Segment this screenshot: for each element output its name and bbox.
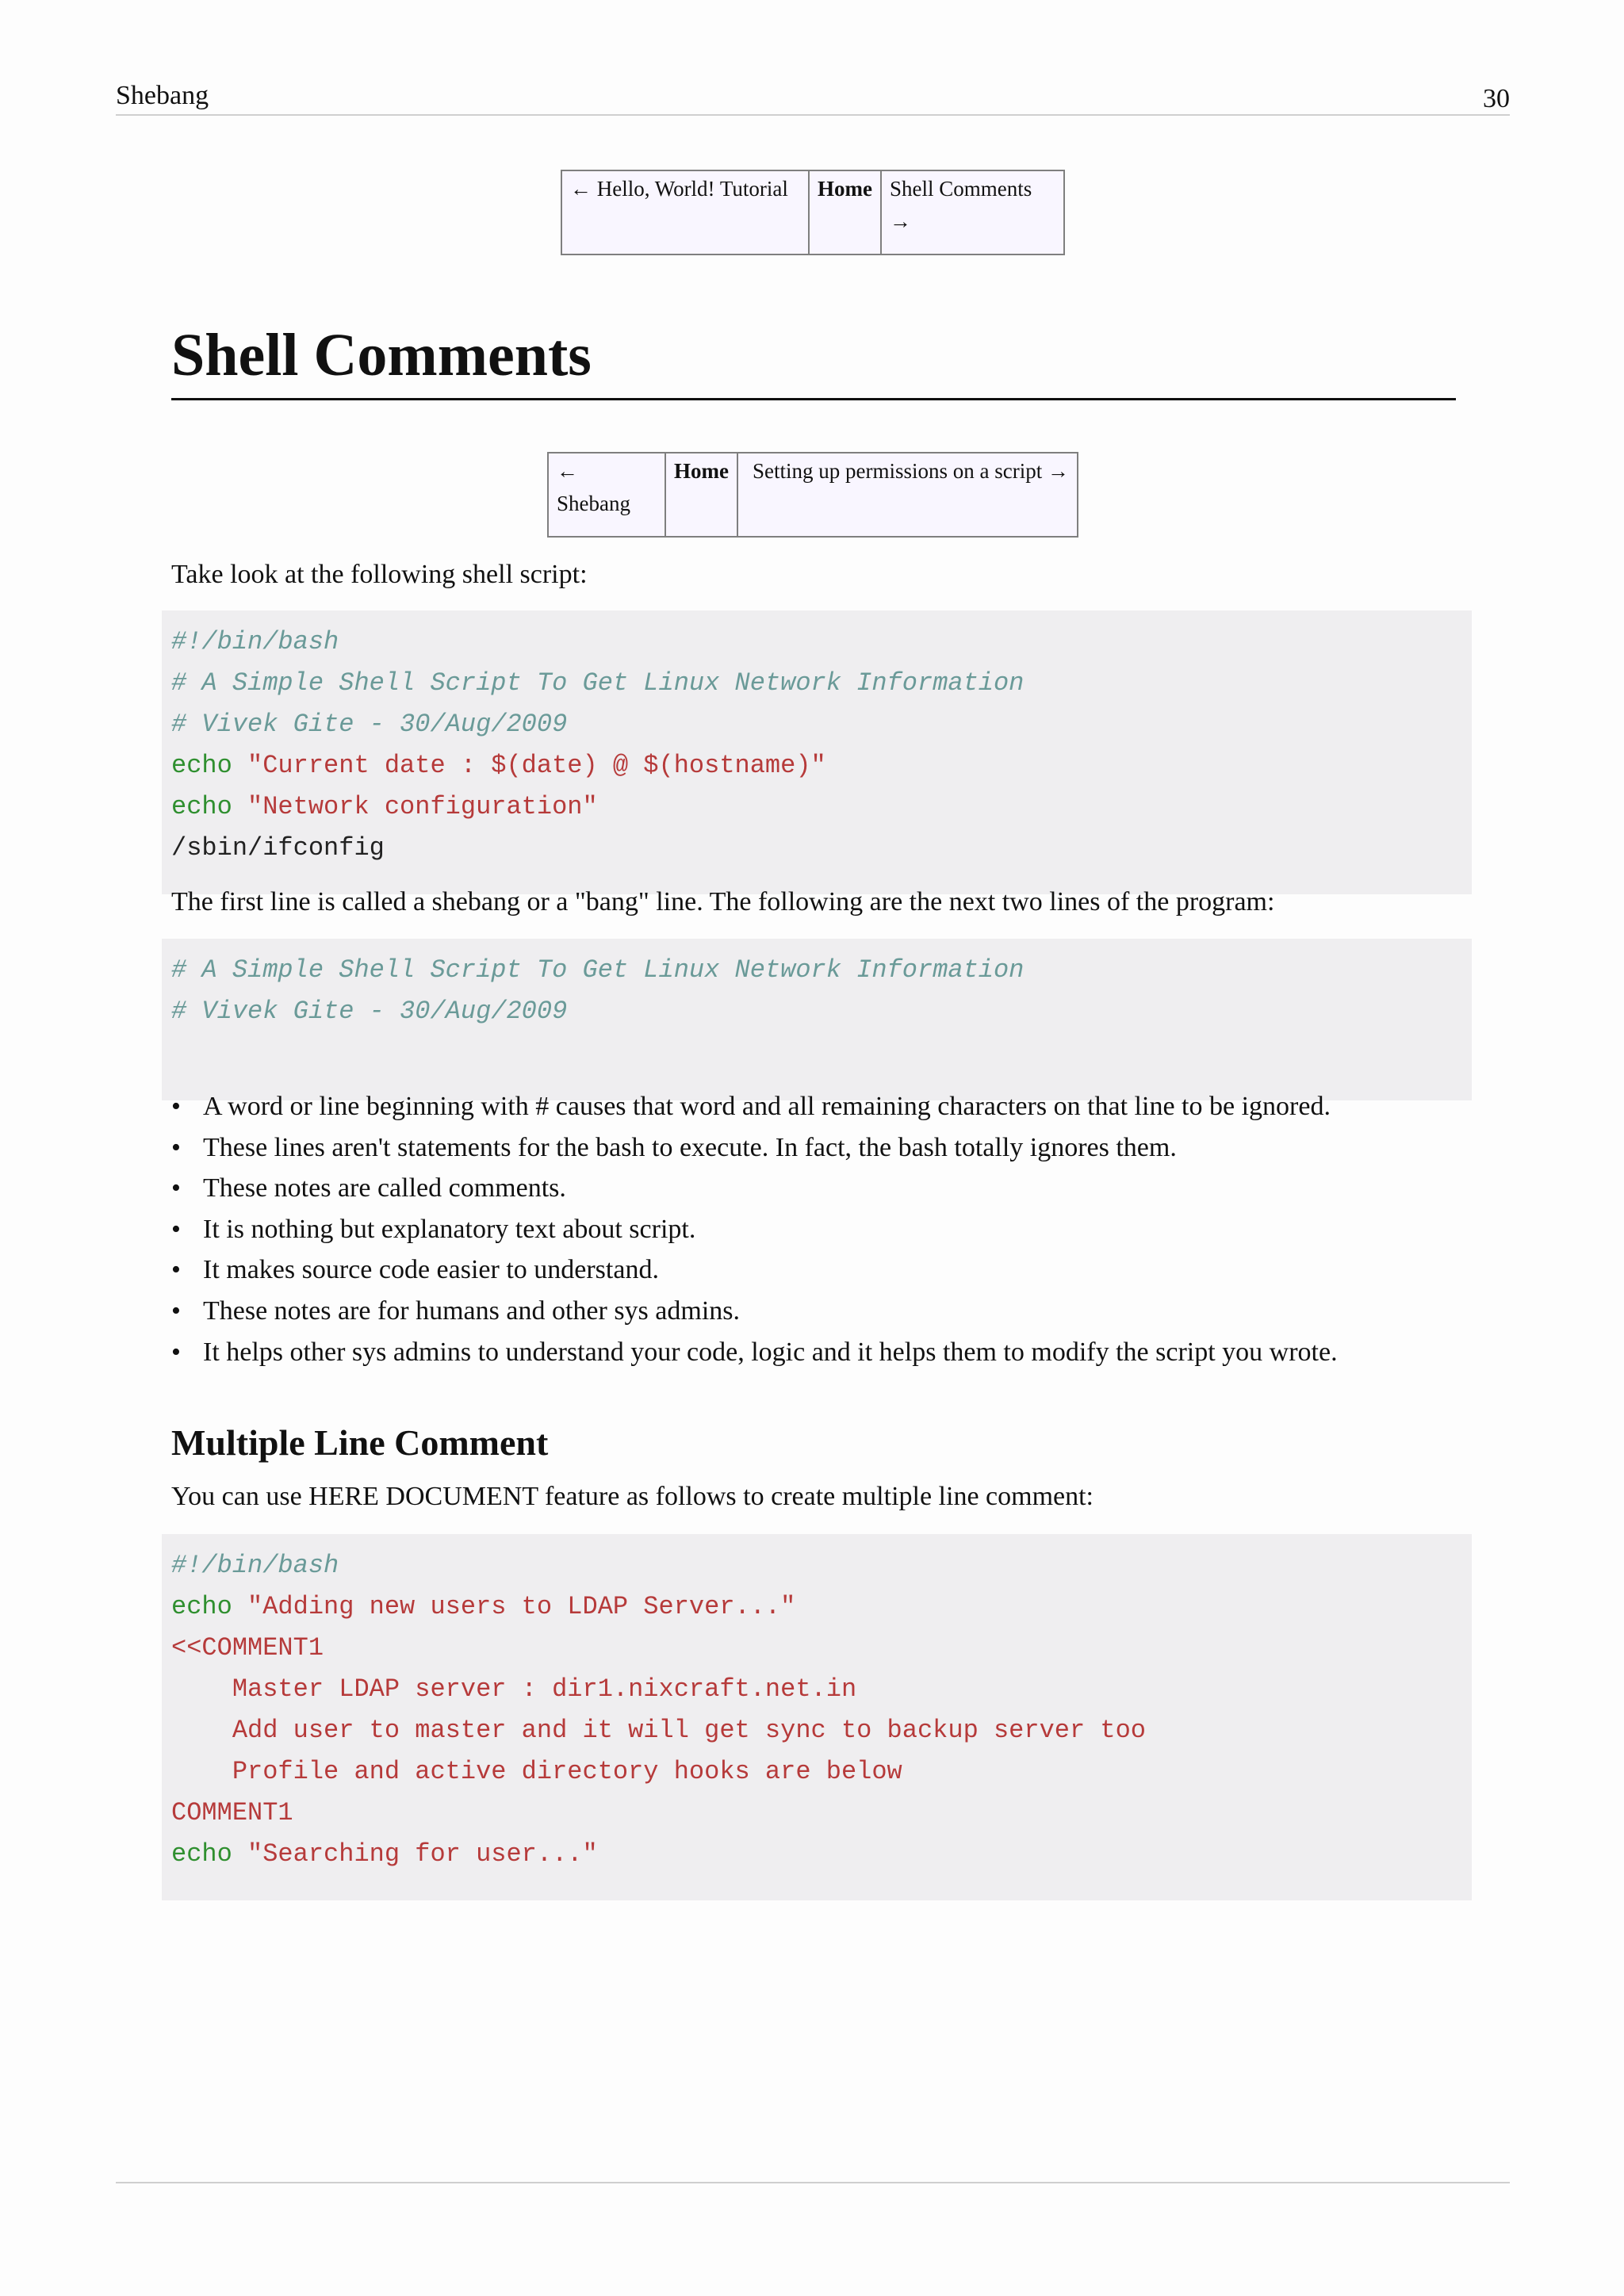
list-item xyxy=(171,1168,1338,1209)
header-section-title: Shebang xyxy=(116,81,209,110)
code-line xyxy=(171,1545,1472,1586)
code-keyword: echo xyxy=(171,1839,232,1869)
code-line xyxy=(171,1669,1472,1710)
list-item-text: A word or line beginning with # causes that word and all remaining characters on that line to be ignored. xyxy=(203,1092,1331,1121)
shebang-paragraph: The first line is called a shebang or a "bang" line. The following are the next two lines of the program: xyxy=(171,887,1275,916)
code-comment: # A Simple Shell Script To Get Linux Network Information xyxy=(171,955,1025,985)
nav-prev-link[interactable]: ← Shebang xyxy=(548,453,665,537)
intro-paragraph: Take look at the following shell script: xyxy=(171,560,588,589)
code-line xyxy=(171,1751,1472,1793)
list-item xyxy=(171,1291,1338,1332)
list-item xyxy=(171,1209,1338,1250)
bullet-marker: • xyxy=(171,1337,181,1367)
list-item xyxy=(171,1127,1338,1169)
nav-next-link[interactable]: Setting up permissions on a script → xyxy=(737,453,1078,537)
list-item-text: These lines aren't statements for the bash to execute. In fact, the bash totally ignores them. xyxy=(203,1132,1177,1162)
code-text: /sbin/ifconfig xyxy=(171,833,385,863)
bullet-marker: • xyxy=(171,1295,181,1326)
bullet-marker: • xyxy=(171,1255,181,1285)
section-heading-multiline: Multiple Line Comment xyxy=(171,1422,549,1463)
code-line xyxy=(171,622,1472,663)
code-text: # A Simple Shell Script To Get Linux Network Information xyxy=(171,668,1025,698)
code-line xyxy=(171,1793,1472,1834)
code-comment: # Vivek Gite - 30/Aug/2009 xyxy=(171,997,568,1026)
code-text: #!/bin/bash xyxy=(171,1551,339,1580)
bullet-marker: • xyxy=(171,1092,181,1121)
bullet-marker: • xyxy=(171,1214,181,1244)
code-string: "Searching for user..." xyxy=(247,1839,598,1869)
list-item-text: It makes source code easier to understand. xyxy=(203,1255,659,1285)
list-item-text: These notes are called comments. xyxy=(203,1173,566,1203)
comment-facts-list xyxy=(171,1086,1338,1372)
code-line xyxy=(171,1834,1472,1875)
code-line xyxy=(171,1710,1472,1751)
page-number: 30 xyxy=(1483,84,1510,113)
code-line xyxy=(171,704,1472,745)
code-keyword: echo xyxy=(171,751,232,780)
code-line xyxy=(171,991,1472,1032)
list-item xyxy=(171,1332,1338,1373)
code-line xyxy=(171,950,1472,991)
list-item-text: It helps other sys admins to understand your code, logic and it helps them to modify the script you wrote. xyxy=(203,1337,1338,1367)
code-string: "Network configuration" xyxy=(247,792,598,821)
code-text: #!/bin/bash xyxy=(171,627,339,656)
list-item-text: These notes are for humans and other sys admins. xyxy=(203,1295,740,1326)
code-block-script xyxy=(162,610,1472,894)
list-item xyxy=(171,1086,1338,1127)
code-text: <<COMMENT1 xyxy=(171,1633,324,1663)
bullet-marker: • xyxy=(171,1132,181,1162)
code-line xyxy=(171,1628,1472,1669)
nav-box-top xyxy=(561,170,1065,255)
code-block-heredoc xyxy=(162,1534,1472,1900)
footer-divider xyxy=(116,2182,1510,2183)
nav-home-link[interactable]: Home xyxy=(665,453,737,537)
bullet-marker: • xyxy=(171,1173,181,1203)
code-block-comments xyxy=(162,939,1472,1100)
code-keyword: echo xyxy=(171,792,232,821)
code-line xyxy=(171,1586,1472,1628)
heredoc-paragraph: You can use HERE DOCUMENT feature as follows to create multiple line comment: xyxy=(171,1482,1094,1511)
list-item xyxy=(171,1249,1338,1291)
code-string: "Current date : $(date) @ $(hostname)" xyxy=(247,751,826,780)
code-line xyxy=(171,663,1472,704)
list-item-text: It is nothing but explanatory text about script. xyxy=(203,1214,696,1244)
nav-prev-link[interactable]: ← Hello, World! Tutorial xyxy=(561,170,809,254)
code-text: Profile and active directory hooks are below xyxy=(171,1757,902,1786)
nav-box-section xyxy=(547,452,1078,538)
code-text: Master LDAP server : dir1.nixcraft.net.in xyxy=(171,1674,857,1704)
page-title: Shell Comments xyxy=(171,316,1456,400)
code-line xyxy=(171,745,1472,786)
nav-next-link[interactable]: Shell Comments → xyxy=(881,170,1064,254)
code-text: # Vivek Gite - 30/Aug/2009 xyxy=(171,710,568,739)
running-header xyxy=(116,78,1510,116)
code-line xyxy=(171,828,1472,869)
code-text: Add user to master and it will get sync to backup server too xyxy=(171,1716,1146,1745)
code-keyword: echo xyxy=(171,1592,232,1621)
code-text: COMMENT1 xyxy=(171,1798,293,1827)
code-string: "Adding new users to LDAP Server..." xyxy=(247,1592,796,1621)
code-line xyxy=(171,786,1472,828)
nav-home-link[interactable]: Home xyxy=(809,170,881,254)
